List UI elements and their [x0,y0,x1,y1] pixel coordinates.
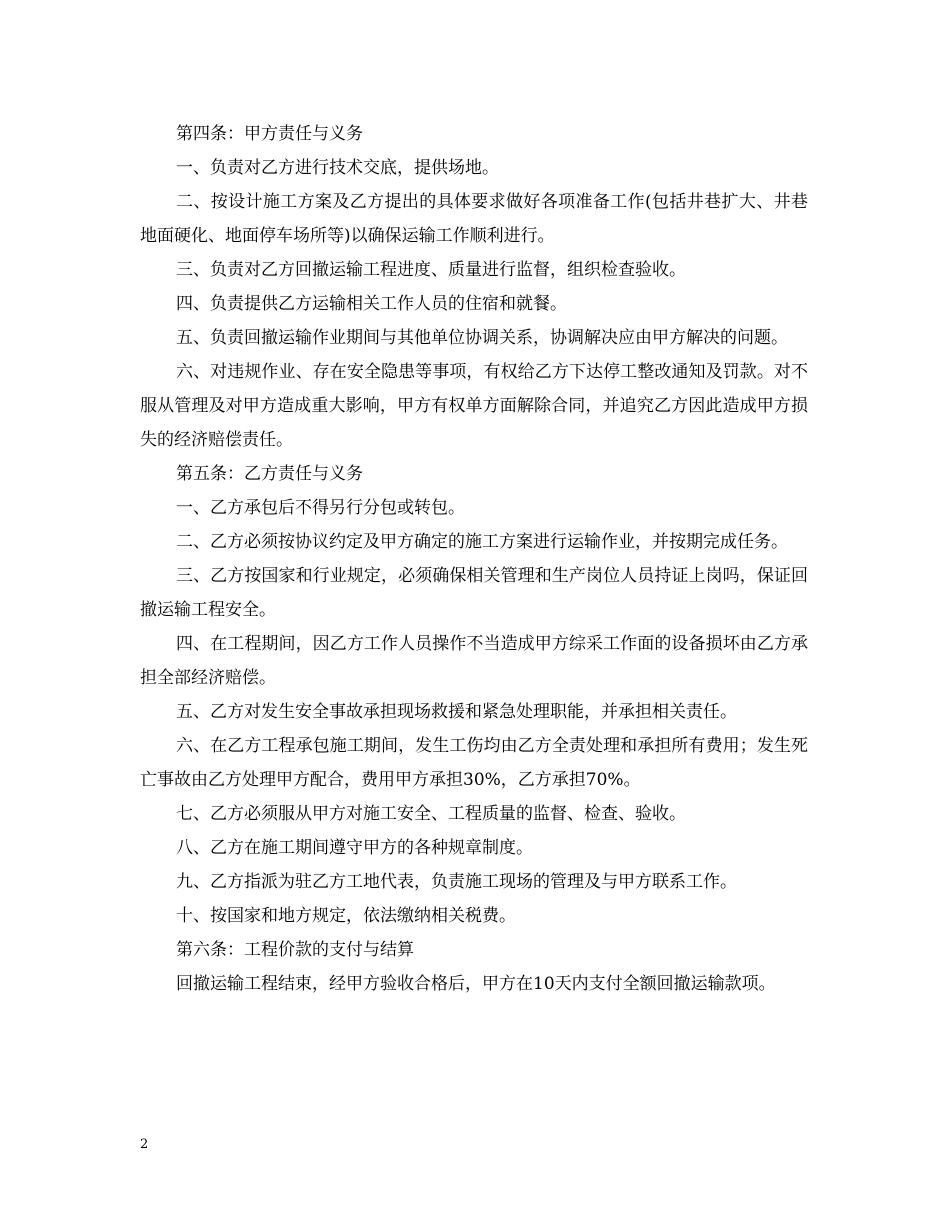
clause-paragraph: 五、负责回撤运输作业期间与其他单位协调关系，协调解决应由甲方解决的问题。 [176,328,788,348]
clause-paragraph: 四、负责提供乙方运输相关工作人员的住宿和就餐。 [176,294,567,314]
clause-paragraph: 九、乙方指派为驻乙方工地代表，负责施工现场的管理及与甲方联系工作。 [176,872,737,892]
clause-paragraph: 七、乙方必须服从甲方对施工安全、工程质量的监督、检查、验收。 [176,804,686,824]
clause-paragraph: 十、按国家和地方规定，依法缴纳相关税费。 [176,906,516,926]
clause-paragraph: 回撤运输工程结束，经甲方验收合格后，甲方在10天内支付全额回撤运输款项。 [176,974,776,994]
section-heading-article-4: 第四条：甲方责任与义务 [176,124,363,144]
clause-paragraph: 六、对违规作业、存在安全隐患等事项，有权给乙方下达停工整改通知及罚款。对不服从管理及对甲方造成重大影响，甲方有权单方面解除合同，并追究乙方因此造成甲方损失的经济赔偿责任。 [140,362,808,450]
clause-paragraph: 一、负责对乙方进行技术交底，提供场地。 [176,158,499,178]
page-number: 2 [140,1137,149,1152]
clause-paragraph: 二、按设计施工方案及乙方提出的具体要求做好各项准备工作(包括井巷扩大、井巷地面硬化、地面停车场所等)以确保运输工作顺利进行。 [140,192,808,246]
clause-paragraph: 三、负责对乙方回撤运输工程进度、质量进行监督，组织检查验收。 [176,260,686,280]
clause-paragraph: 四、在工程期间，因乙方工作人员操作不当造成甲方综采工作面的设备损坏由乙方承担全部经济赔偿。 [140,634,808,688]
section-heading-article-5: 第五条：乙方责任与义务 [176,464,363,484]
document-body [140,117,808,1001]
clause-paragraph: 二、乙方必须按协议约定及甲方确定的施工方案进行运输作业，并按期完成任务。 [176,532,788,552]
clause-paragraph: 一、乙方承包后不得另行分包或转包。 [176,498,465,518]
clause-paragraph: 三、乙方按国家和行业规定，必须确保相关管理和生产岗位人员持证上岗吗，保证回撤运输工程安全。 [140,566,808,620]
section-heading-article-6: 第六条：工程价款的支付与结算 [176,940,414,960]
clause-paragraph: 五、乙方对发生安全事故承担现场救援和紧急处理职能，并承担相关责任。 [176,702,737,722]
clause-paragraph: 八、乙方在施工期间遵守甲方的各种规章制度。 [176,838,533,858]
clause-paragraph: 六、在乙方工程承包施工期间，发生工伤均由乙方全责处理和承担所有费用；发生死亡事故由乙方处理甲方配合，费用甲方承担30%，乙方承担70%。 [140,736,808,790]
